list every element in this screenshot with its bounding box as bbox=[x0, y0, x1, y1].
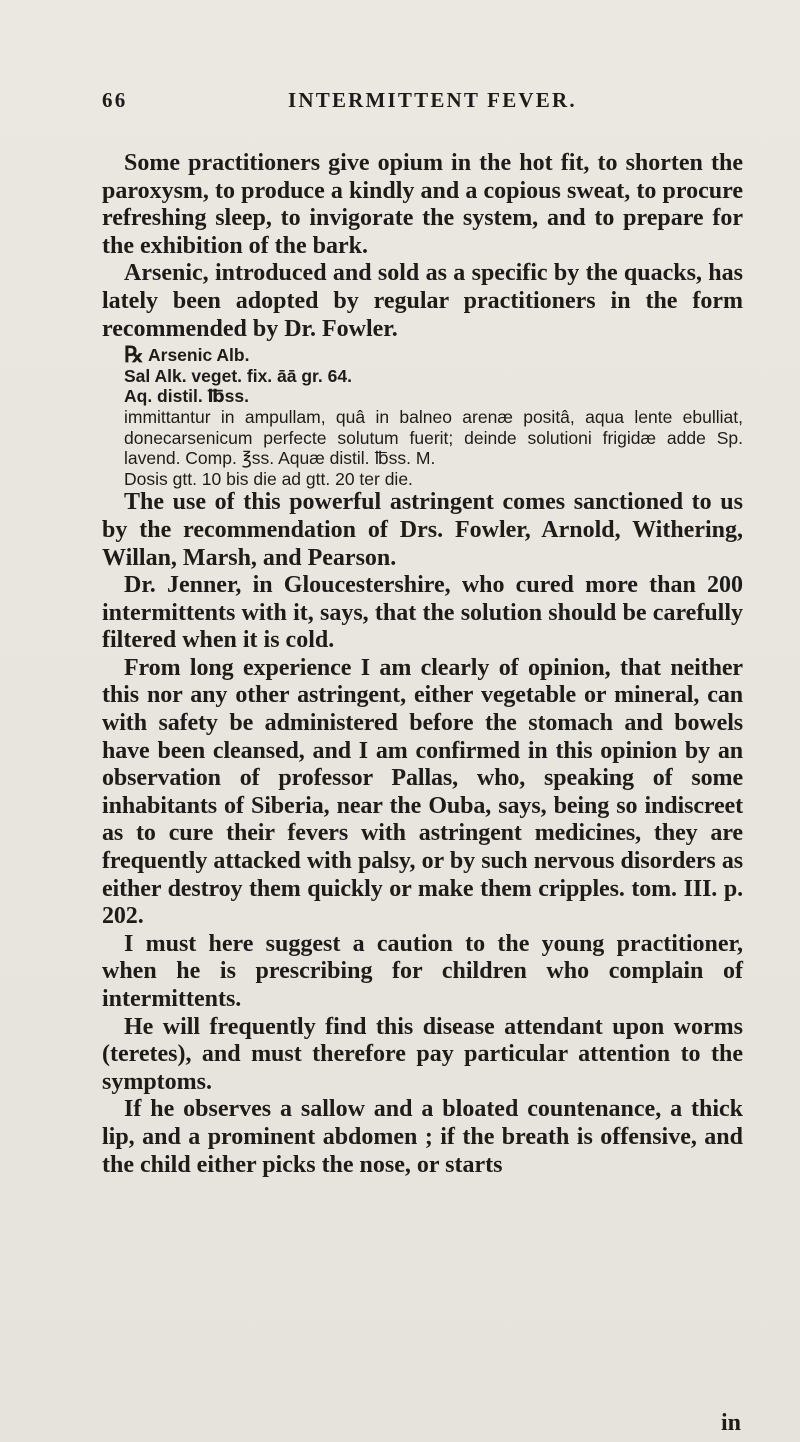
rx-line-3: Aq. distil. ℔ss. bbox=[124, 386, 249, 407]
recipe-symbol-icon: ℞ bbox=[124, 342, 144, 368]
rx-line-2: Sal Alk. veget. fix. āā gr. 64. bbox=[124, 365, 352, 386]
rx-line-1 bbox=[124, 342, 743, 368]
paragraph-worms: He will frequently find this disease attendant upon worms (teretes), and must therefore pay particular attention to the symptoms. bbox=[102, 1013, 743, 1095]
page-header bbox=[102, 88, 742, 112]
running-head: INTERMITTENT FEVER. bbox=[288, 88, 577, 112]
paragraph-opium: Some practitioners give opium in the hot fit, to shorten the paroxysm, to produce a kindly and a copious sweat, to procure refreshing sleep, to invigorate the system, and to prepare for the exhibition of the bark. bbox=[102, 150, 743, 259]
paragraph-jenner: Dr. Jenner, in Gloucestershire, who cured more than 200 intermittents with it, says, that the solution should be carefully filtered when it is cold. bbox=[102, 572, 743, 654]
body-text bbox=[102, 150, 743, 1179]
prescription-block bbox=[102, 342, 743, 489]
rx-dose: Dosis gtt. 10 bis die ad gtt. 20 ter die. bbox=[124, 468, 413, 489]
rx-ingredient-1: Arsenic Alb. bbox=[148, 345, 250, 366]
page-number: 66 bbox=[102, 88, 128, 112]
paragraph-caution: I must here suggest a caution to the young practitioner, when he is prescribing for children who complain of intermittents. bbox=[102, 930, 743, 1012]
paragraph-arsenic: Arsenic, introduced and sold as a specific by the quacks, has lately been adopted by regular practitioners in the form recommended by Dr. Fowler. bbox=[102, 260, 743, 342]
paragraph-experience: From long experience I am clearly of opinion, that neither this nor any other astringent, either vegetable or mineral, can with safety be administered before the stomach and bowels have been cleansed, and I am confirmed in this opinion by an observation of professor Pallas, who, speaking of some inhabitants of Siberia, near the Ouba, says, being so indiscreet as to cure their fevers with astringent medicines, they are frequently attacked with palsy, or by such nervous disorders as either destroy them quickly or make them cripples. tom. III. p. 202. bbox=[102, 654, 743, 930]
catchword: in bbox=[721, 1410, 742, 1436]
rx-instructions: immittantur in ampullam, quâ in balneo arenæ positâ, aqua lente ebulliat, donecarsenicum perfecte solutum fuerit; deinde solutioni frigidæ adde Sp. lavend. Comp. ℥ss. Aquæ distil. ℔ss. M. bbox=[124, 406, 743, 469]
paragraph-use: The use of this powerful astringent comes sanctioned to us by the recommendation of Drs. Fowler, Arnold, Withering, Willan, Marsh, and Pearson. bbox=[102, 489, 743, 571]
paragraph-symptoms: If he observes a sallow and a bloated countenance, a thick lip, and a prominent abdomen ; if the breath is offensive, and the child either picks the nose, or starts bbox=[102, 1096, 743, 1178]
